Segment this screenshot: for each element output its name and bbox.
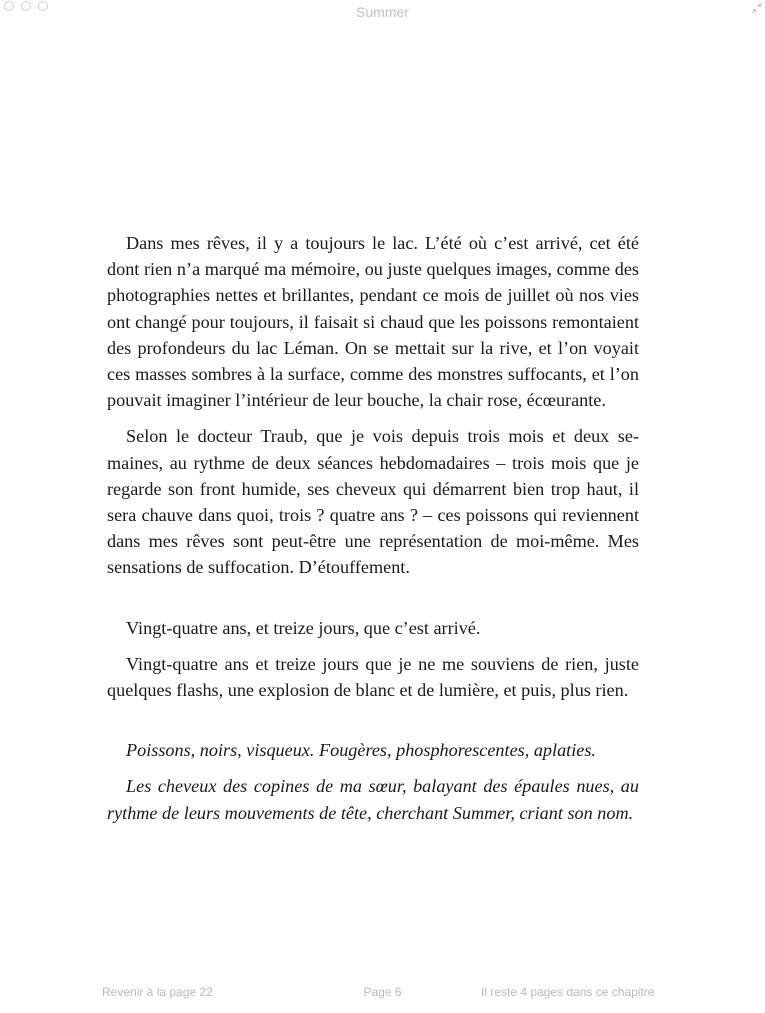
paragraph: Vingt-quatre ans, et treize jours, que c’est arrivé. — [126, 617, 481, 638]
title-bar — [0, 0, 765, 24]
italic-paragraph: Les cheveux des copines de ma sœur, balayant des épaules nues, au rythme de leurs mouvements de tête, cherchant Summer, criant son nom. — [107, 776, 639, 823]
section-break — [107, 703, 639, 737]
italic-paragraph: Poissons, noirs, visqueux. Fougères, phosphorescentes, aplaties. — [126, 740, 596, 761]
pages-remaining-text: Il reste 4 pages dans ce chapitre — [481, 985, 655, 999]
page-footer — [0, 985, 765, 1001]
paragraph: Vingt-quatre ans et treize jours que je ne me souviens de rien, juste quelques flashs, une explosion de blanc et de lumière, et puis, plus rien. — [107, 653, 639, 701]
exit-fullscreen-icon[interactable] — [750, 0, 764, 14]
book-page-content — [107, 230, 639, 826]
section-break — [107, 581, 639, 615]
page-number: Page 6 — [363, 985, 402, 999]
back-to-page-link[interactable]: Revenir à la page 22 — [102, 985, 213, 999]
paragraph: Dans mes rêves, il y a toujours le lac. L’été où c’est arrivé, cet été dont rien n’a marqué ma mémoire, ou juste quelques images, comme des photographies nettes et brillantes, pendant ce mois de juillet où nos vies ont changé pour toujours, il faisait si chaud que les poissons remontaient des profondeurs du lac Léman. On se mettait sur la rive, et l’on voyait ces masses sombres à la surface, comme des monstres suffocants, et l’on pouvait imaginer l’intérieur de leur bouche, la chair rose, écœurante. — [107, 233, 639, 411]
paragraph: Selon le docteur Traub, que je vois depuis trois mois et deux semaines, au rythme de deux séances hebdomadaires – trois mois que je regarde son front humide, ses cheveux qui démarrent bien trop haut, il sera chauve dans quoi, trois ? quatre ans ? – ces poissons qui reviennent dans mes rêves sont peut-être une représentation de moi-même. Mes sensations de suffocation. D’étouffement. — [107, 426, 639, 578]
window-title: Summer — [356, 4, 409, 20]
